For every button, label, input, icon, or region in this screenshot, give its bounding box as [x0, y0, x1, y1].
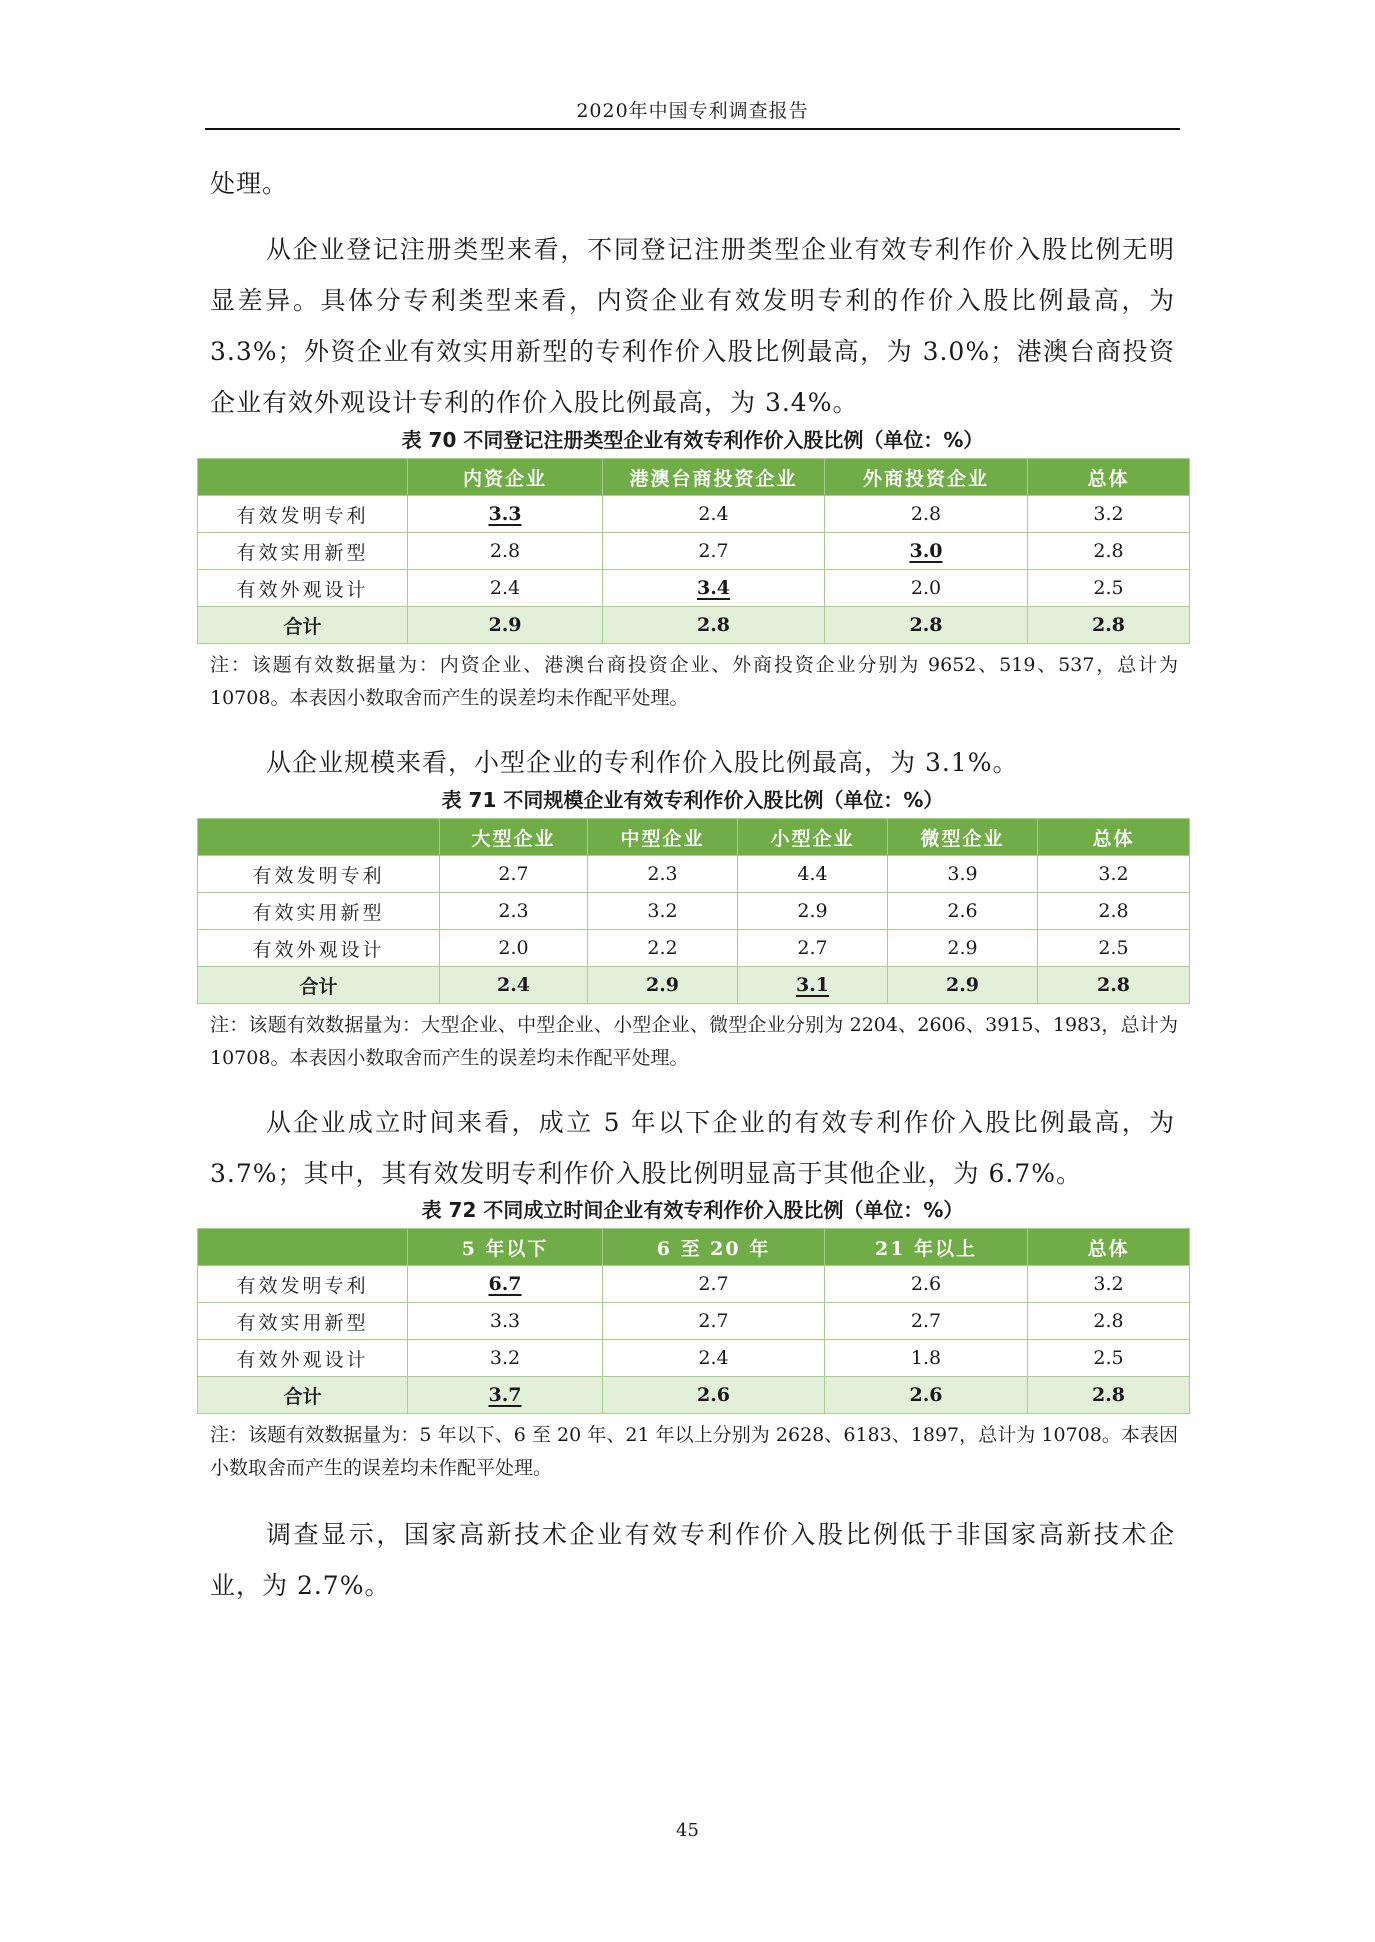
table-cell	[603, 570, 825, 607]
table-cell: 3.2	[1028, 496, 1190, 533]
table-cell	[408, 1266, 603, 1303]
row-label: 有效实用新型	[198, 1303, 408, 1340]
paragraph-scale: 从企业规模来看，小型企业的专利作价入股比例最高，为 3.1%。	[266, 748, 1019, 777]
row-label: 有效实用新型	[198, 893, 440, 930]
table-72-caption: 表 72 不同成立时间企业有效专利作价入股比例（单位：%）	[421, 1198, 964, 1222]
table-cell: 1.8	[825, 1340, 1028, 1377]
row-label: 有效外观设计	[198, 930, 440, 967]
column-header: 港澳台商投资企业	[603, 459, 825, 496]
table-total-row	[198, 1377, 1190, 1414]
page-header: 2020年中国专利调查报告	[576, 100, 809, 122]
table-cell: 2.8	[1038, 893, 1190, 930]
table-header-row	[198, 1229, 1190, 1266]
table-cell: 2.8	[1028, 607, 1190, 644]
table-row	[198, 930, 1190, 967]
highlight-value: 3.0	[909, 540, 943, 562]
column-header: 微型企业	[888, 819, 1038, 856]
table-70-caption: 表 70 不同登记注册类型企业有效专利作价入股比例（单位：%）	[401, 428, 984, 452]
column-header: 总体	[1028, 459, 1190, 496]
highlight-value: 3.7	[488, 1384, 522, 1406]
table-cell: 2.8	[825, 607, 1028, 644]
highlight-value: 3.1	[795, 974, 830, 996]
header-rule	[205, 128, 1180, 130]
column-header: 外商投资企业	[825, 459, 1028, 496]
table-header-row	[198, 459, 1190, 496]
table-cell: 2.7	[738, 930, 888, 967]
table-cell	[738, 967, 888, 1004]
table-cell: 2.8	[1028, 533, 1190, 570]
table-row	[198, 496, 1190, 533]
table-cell: 2.4	[603, 1340, 825, 1377]
table-cell: 2.6	[825, 1377, 1028, 1414]
highlight-value: 3.3	[488, 503, 522, 525]
page-number: 45	[676, 1820, 699, 1841]
table-cell: 2.8	[1028, 1377, 1190, 1414]
table-cell	[408, 496, 603, 533]
row-label: 合计	[198, 967, 440, 1004]
table-70-note: 注：该题有效数据量为：内资企业、港澳台商投资企业、外商投资企业分别为 9652、519、537，总计为 10708。本表因小数取舍而产生的误差均未作配平处理。	[210, 654, 1178, 709]
table-cell: 3.2	[1028, 1266, 1190, 1303]
table-cell: 4.4	[738, 856, 888, 893]
column-header: 总体	[1028, 1229, 1190, 1266]
table-cell: 2.7	[603, 1266, 825, 1303]
table-cell: 3.2	[1038, 856, 1190, 893]
table-cell: 2.6	[888, 893, 1038, 930]
column-header: 21 年以上	[825, 1229, 1028, 1266]
table-72	[197, 1228, 1190, 1414]
header-corner	[198, 459, 408, 496]
row-label: 合计	[198, 1377, 408, 1414]
table-cell	[408, 1377, 603, 1414]
table-cell: 3.3	[408, 1303, 603, 1340]
column-header: 中型企业	[588, 819, 738, 856]
table-cell: 3.2	[408, 1340, 603, 1377]
table-cell: 2.9	[888, 967, 1038, 1004]
row-label: 合计	[198, 607, 408, 644]
table-71	[197, 818, 1190, 1004]
table-cell: 2.7	[603, 533, 825, 570]
table-cell: 3.2	[588, 893, 738, 930]
column-header: 大型企业	[440, 819, 588, 856]
table-cell: 2.5	[1028, 570, 1190, 607]
highlight-value: 6.7	[488, 1273, 522, 1295]
table-70	[197, 458, 1190, 644]
table-cell: 2.0	[825, 570, 1028, 607]
table-cell: 2.5	[1028, 1340, 1190, 1377]
table-cell: 2.8	[408, 533, 603, 570]
table-cell: 2.3	[440, 893, 588, 930]
table-header-row	[198, 819, 1190, 856]
table-cell: 2.7	[440, 856, 588, 893]
highlight-value: 3.4	[696, 577, 731, 599]
table-cell: 2.0	[440, 930, 588, 967]
table-row	[198, 1303, 1190, 1340]
column-header: 6 至 20 年	[603, 1229, 825, 1266]
header-corner	[198, 819, 440, 856]
table-cell: 2.9	[588, 967, 738, 1004]
table-cell: 2.8	[1028, 1303, 1190, 1340]
table-cell: 2.3	[588, 856, 738, 893]
table-cell: 2.9	[888, 930, 1038, 967]
table-cell: 2.2	[588, 930, 738, 967]
table-cell: 2.8	[603, 607, 825, 644]
table-cell: 2.7	[825, 1303, 1028, 1340]
table-row	[198, 570, 1190, 607]
table-cell: 2.4	[603, 496, 825, 533]
column-header: 内资企业	[408, 459, 603, 496]
table-row	[198, 1340, 1190, 1377]
table-71-note: 注：该题有效数据量为：大型企业、中型企业、小型企业、微型企业分别为 2204、2606、3915、1983，总计为 10708。本表因小数取舍而产生的误差均未作配平处理。	[210, 1014, 1178, 1069]
column-header: 总体	[1038, 819, 1190, 856]
table-cell: 2.8	[1038, 967, 1190, 1004]
paragraph-registration-type: 从企业登记注册类型来看，不同登记注册类型企业有效专利作价入股比例无明显差异。具体分专利类型来看，内资企业有效发明专利的作价入股比例最高，为 3.3%；外资企业有效实用新型的专利作价入股比例最高，为 3.0%；港澳台商投资企业有效外观设计专利的作价入股比例最高，为 3.4%。	[210, 235, 1175, 417]
table-cell: 2.5	[1038, 930, 1190, 967]
table-72-note: 注：该题有效数据量为：5 年以下、6 至 20 年、21 年以上分别为 2628、6183、1897，总计为 10708。本表因小数取舍而产生的误差均未作配平处理。	[210, 1424, 1178, 1479]
table-cell: 2.6	[603, 1377, 825, 1414]
paragraph-establishment: 从企业成立时间来看，成立 5 年以下企业的有效专利作价入股比例最高，为 3.7%；其中，其有效发明专利作价入股比例明显高于其他企业，为 6.7%。	[210, 1108, 1175, 1188]
row-label: 有效实用新型	[198, 533, 408, 570]
row-label: 有效发明专利	[198, 856, 440, 893]
row-label: 有效外观设计	[198, 1340, 408, 1377]
table-cell: 2.9	[408, 607, 603, 644]
column-header: 5 年以下	[408, 1229, 603, 1266]
row-label: 有效发明专利	[198, 1266, 408, 1303]
row-label: 有效外观设计	[198, 570, 408, 607]
table-row	[198, 893, 1190, 930]
table-cell: 3.9	[888, 856, 1038, 893]
table-row	[198, 533, 1190, 570]
table-cell: 2.4	[408, 570, 603, 607]
table-cell: 2.6	[825, 1266, 1028, 1303]
table-cell: 2.9	[738, 893, 888, 930]
row-label: 有效发明专利	[198, 496, 408, 533]
header-corner	[198, 1229, 408, 1266]
table-cell: 2.4	[440, 967, 588, 1004]
table-total-row	[198, 607, 1190, 644]
table-cell: 2.8	[825, 496, 1028, 533]
paragraph-high-tech: 调查显示，国家高新技术企业有效专利作价入股比例低于非国家高新技术企业，为 2.7%。	[210, 1520, 1175, 1600]
table-cell	[825, 533, 1028, 570]
column-header: 小型企业	[738, 819, 888, 856]
table-row	[198, 856, 1190, 893]
table-total-row	[198, 967, 1190, 1004]
paragraph-0: 处理。	[210, 169, 289, 198]
table-row	[198, 1266, 1190, 1303]
table-71-caption: 表 71 不同规模企业有效专利作价入股比例（单位：%）	[441, 788, 944, 812]
table-cell: 2.7	[603, 1303, 825, 1340]
